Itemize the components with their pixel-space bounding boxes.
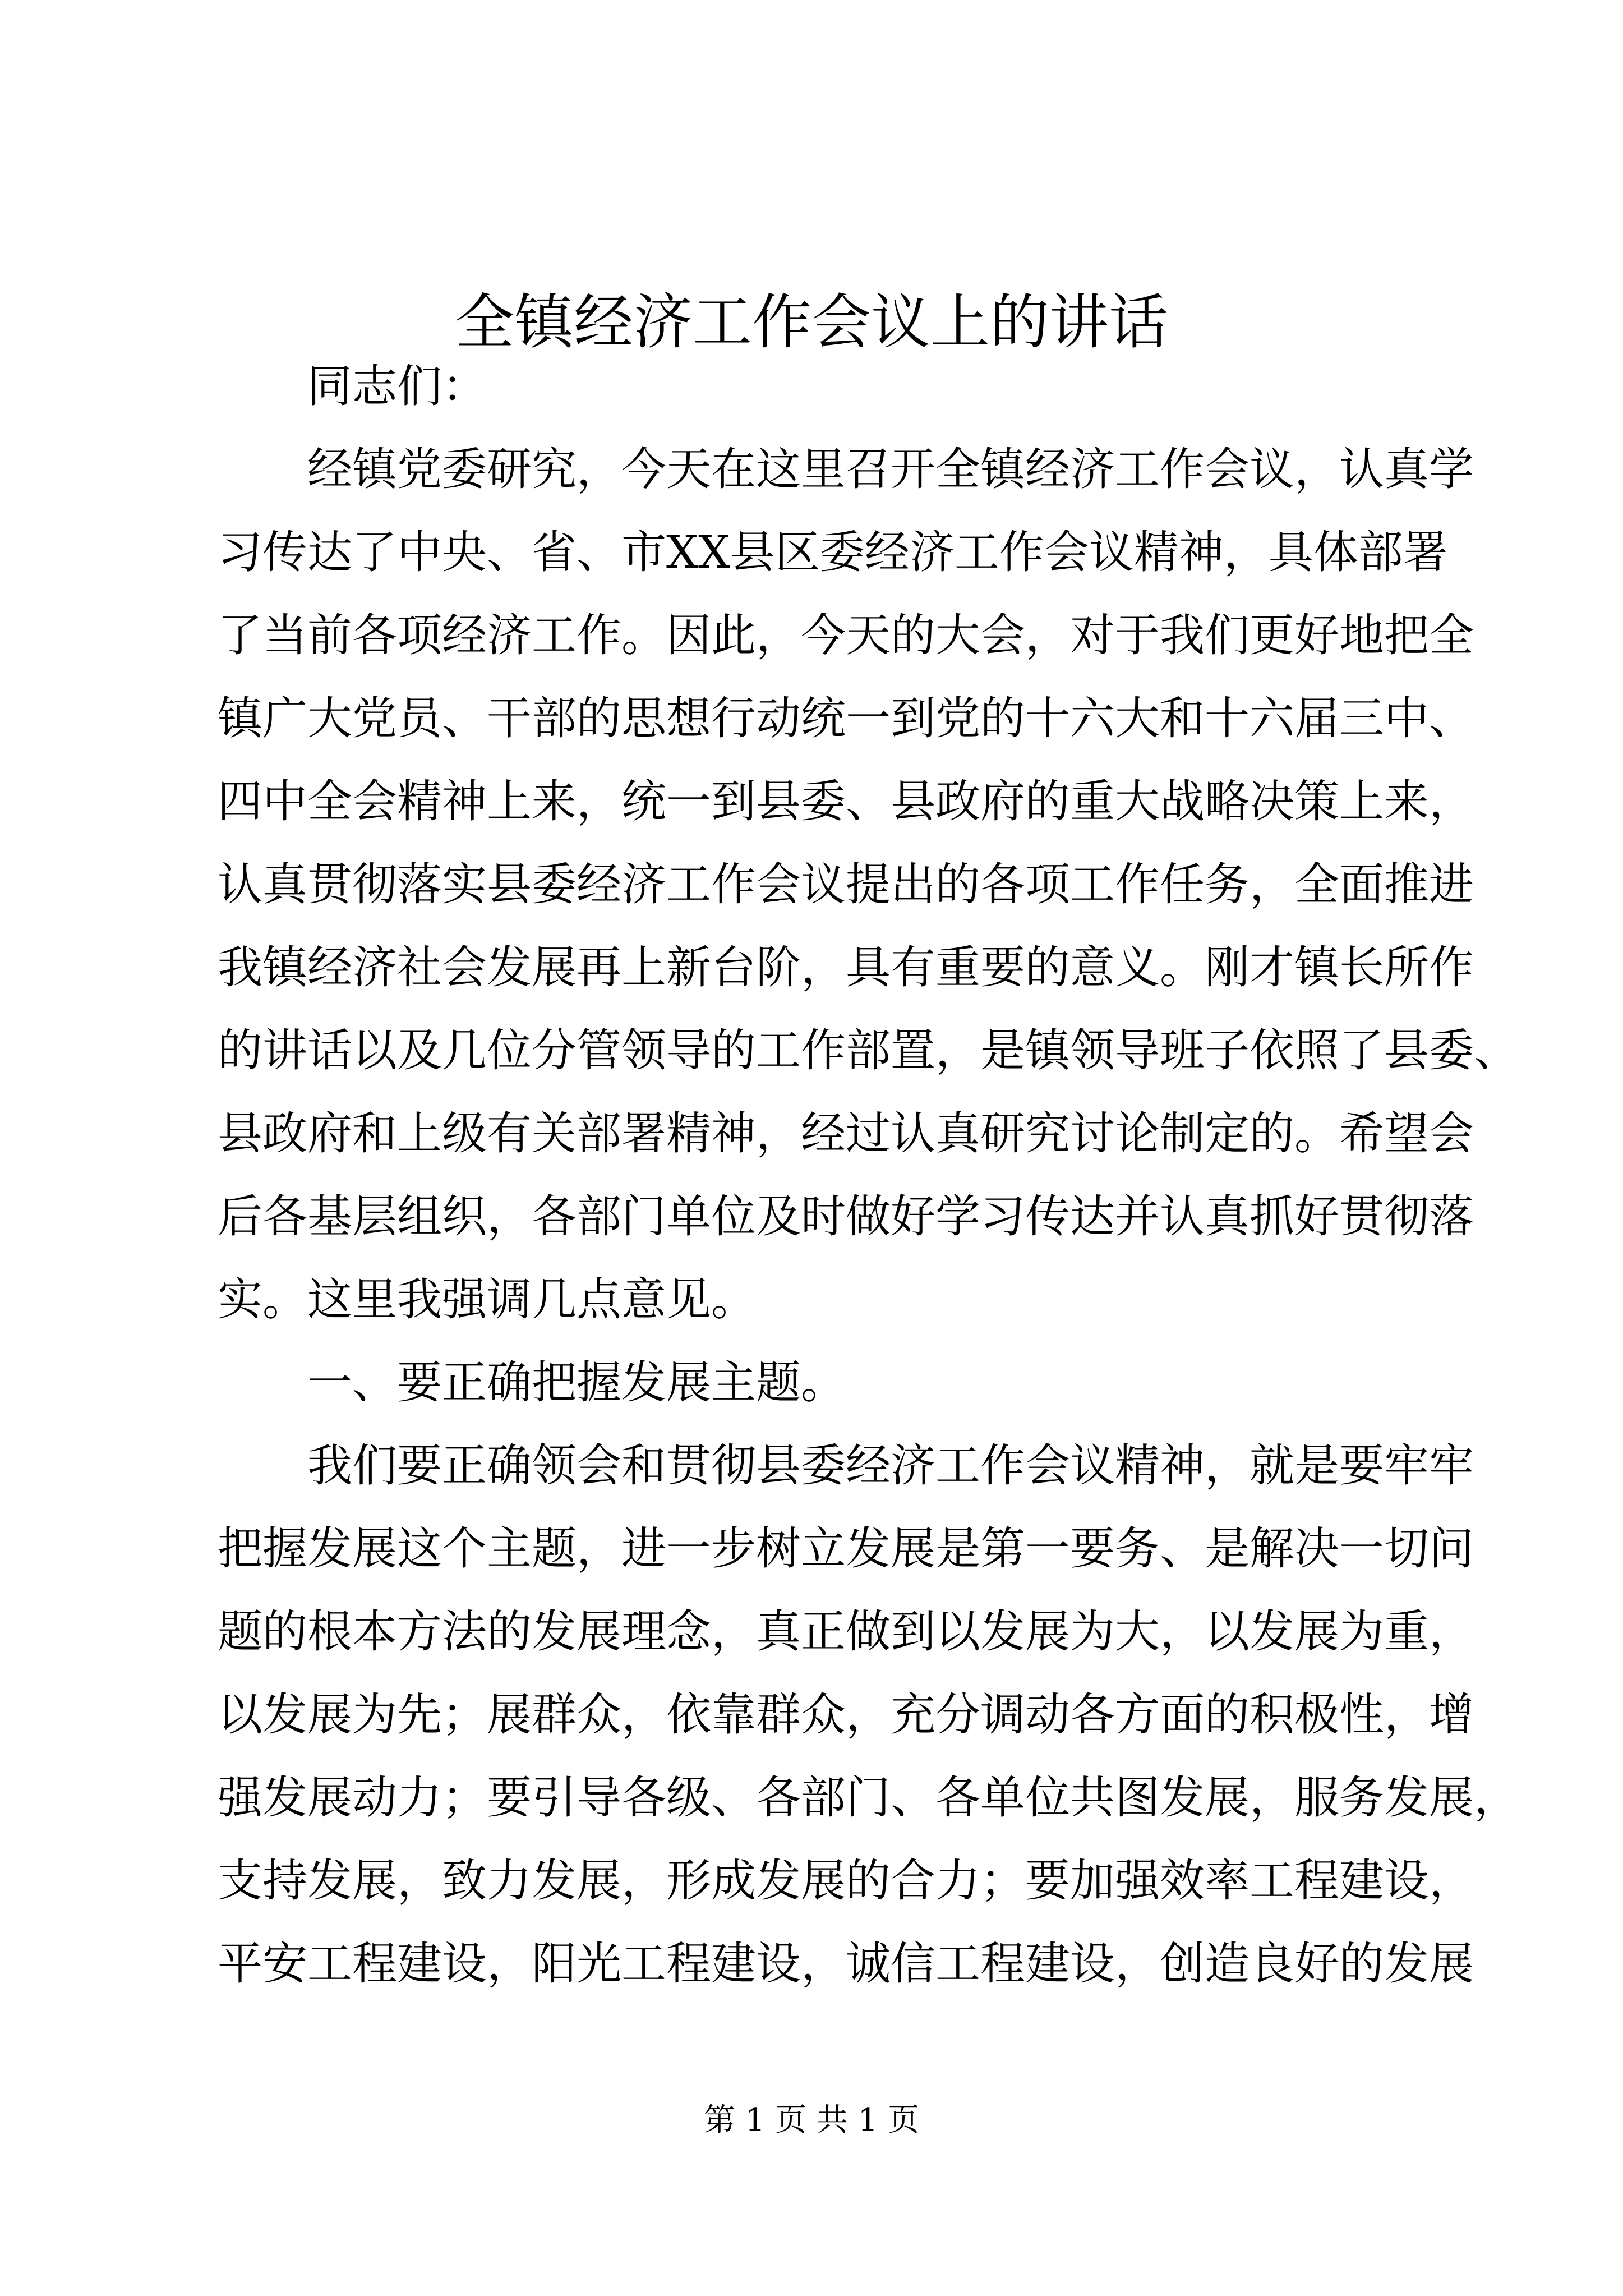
text-line: 实。这里我强调几点意见。 xyxy=(218,1273,756,1326)
text-line: 县政府和上级有关部署精神，经过认真研究讨论制定的。希望会 xyxy=(218,1107,1474,1159)
document-body xyxy=(218,345,1519,2005)
text-line: 以发展为先；展群众，依靠群众，充分调动各方面的积极性，增 xyxy=(218,1688,1474,1741)
text-line: 支持发展，致力发展，形成发展的合力；要加强效率工程建设， xyxy=(218,1855,1474,1907)
text-line: 镇广大党员、干部的思想行动统一到党的十六大和十六届三中、 xyxy=(218,692,1474,744)
text-line: 把握发展这个主题，进一步树立发展是第一要务、是解决一切问 xyxy=(218,1522,1474,1575)
text-line: 四中全会精神上来，统一到县委、县政府的重大战略决策上来， xyxy=(218,775,1474,827)
text-line: 后各基层组织，各部门单位及时做好学习传达并认真抓好贯彻落 xyxy=(218,1190,1474,1243)
text-line: 强发展动力；要引导各级、各部门、各单位共图发展，服务发展， xyxy=(218,1772,1519,1824)
text-line: 我镇经济社会发展再上新台阶，具有重要的意义。刚才镇长所作 xyxy=(218,941,1474,993)
text-line: 经镇党委研究，今天在这里召开全镇经济工作会议，认真学 xyxy=(307,443,1474,495)
text-line: 的讲话以及几位分管领导的工作部置，是镇领导班子依照了县委、 xyxy=(218,1024,1519,1076)
document-title: 全镇经济工作会议上的讲话 xyxy=(455,288,1168,357)
text-line: 同志们： xyxy=(307,360,487,412)
page-footer: 第 1 页 共 1 页 xyxy=(703,2102,920,2138)
text-line: 我们要正确领会和贯彻县委经济工作会议精神，就是要牢牢 xyxy=(307,1439,1474,1492)
text-line: 了当前各项经济工作。因此，今天的大会，对于我们更好地把全 xyxy=(218,609,1474,661)
text-line: 平安工程建设，阳光工程建设，诚信工程建设，创造良好的发展 xyxy=(218,1938,1474,1990)
text-line: 一、要正确把握发展主题。 xyxy=(307,1356,846,1409)
text-line: 习传达了中央、省、市XX县区委经济工作会议精神，具体部署 xyxy=(218,526,1448,578)
text-line: 题的根本方法的发展理念，真正做到以发展为大，以发展为重， xyxy=(218,1605,1474,1658)
text-line: 认真贯彻落实县委经济工作会议提出的各项工作任务，全面推进 xyxy=(218,858,1474,910)
